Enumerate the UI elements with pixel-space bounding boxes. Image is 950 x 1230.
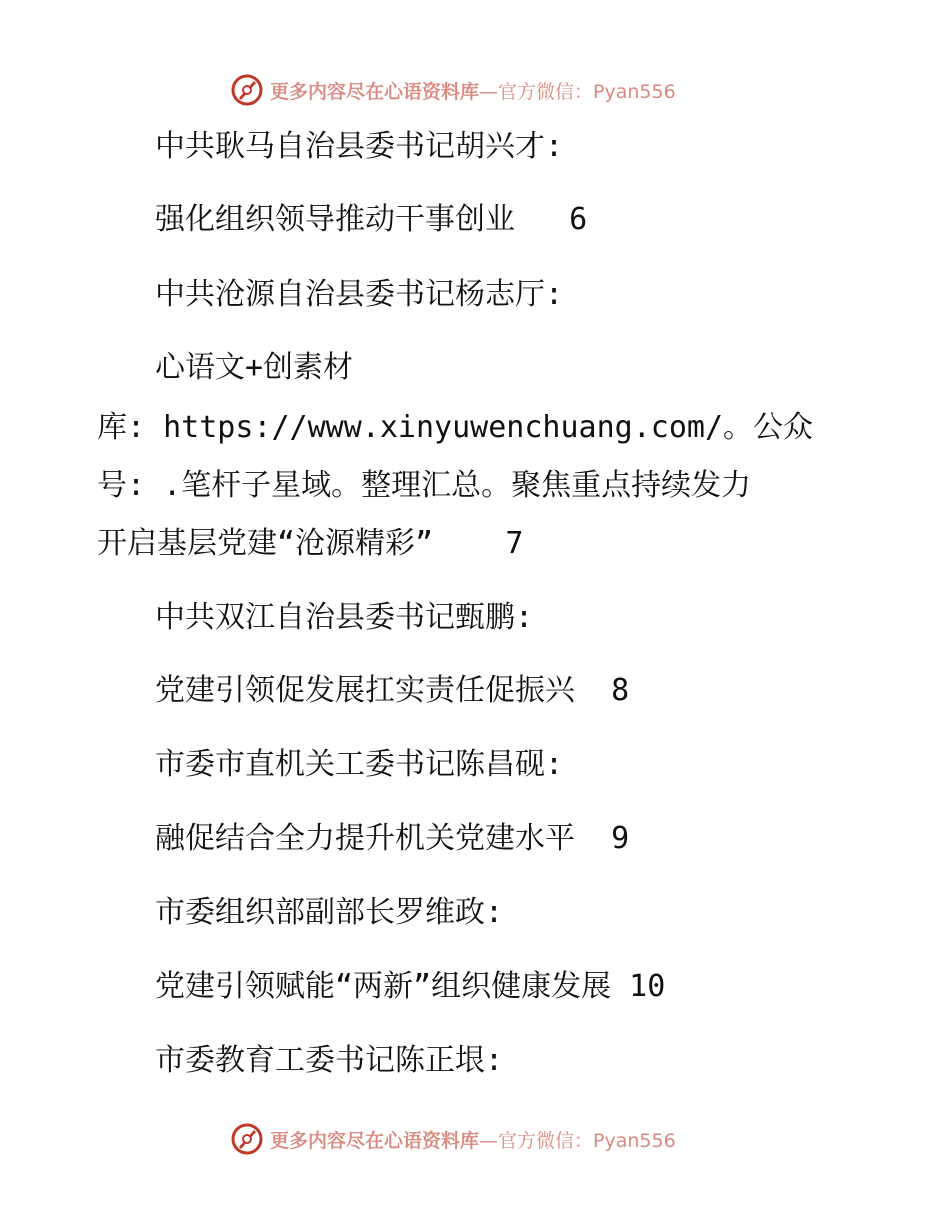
watermark-text: 更多内容尽在心语资料库 [270, 80, 480, 103]
toc-title-line: 党建引领赋能“两新”组织健康发展 10 [155, 969, 666, 1004]
toc-author-line: 中共沧源自治县委书记杨志厅: [155, 277, 564, 312]
toc-author-line: 中共双江自治县委书记甄鹏: [155, 600, 534, 635]
toc-author-line: 市委组织部副部长罗维政: [155, 895, 504, 930]
quill-logo-icon [230, 1122, 264, 1156]
toc-text-line: 心语文+创素材 [155, 350, 354, 385]
toc-author-line: 中共耿马自治县委书记胡兴才: [155, 129, 564, 164]
watermark-wechat: —官方微信：Pyan556 [479, 1129, 676, 1152]
toc-author-line: 市委教育工委书记陈正垠: [155, 1043, 504, 1078]
quill-logo-icon [230, 73, 264, 107]
toc-author-line: 市委市直机关工委书记陈昌砚: [155, 747, 564, 782]
toc-text-line: 号: .笔杆子星域。整理汇总。聚焦重点持续发力 [97, 468, 752, 503]
toc-text-line: 库: https://www.xinyuwenchuang.com/。公众 [97, 410, 814, 445]
toc-title-line: 开启基层党建“沧源精彩” 7 [97, 526, 524, 561]
header-watermark [230, 72, 730, 108]
watermark-wechat: —官方微信：Pyan556 [479, 80, 676, 103]
footer-watermark [230, 1121, 730, 1157]
toc-title-line: 融促结合全力提升机关党建水平 9 [155, 821, 630, 856]
toc-title-line: 党建引领促发展扛实责任促振兴 8 [155, 673, 630, 708]
toc-title-line: 强化组织领导推动干事创业 6 [155, 202, 588, 237]
watermark-text: 更多内容尽在心语资料库 [270, 1129, 480, 1152]
